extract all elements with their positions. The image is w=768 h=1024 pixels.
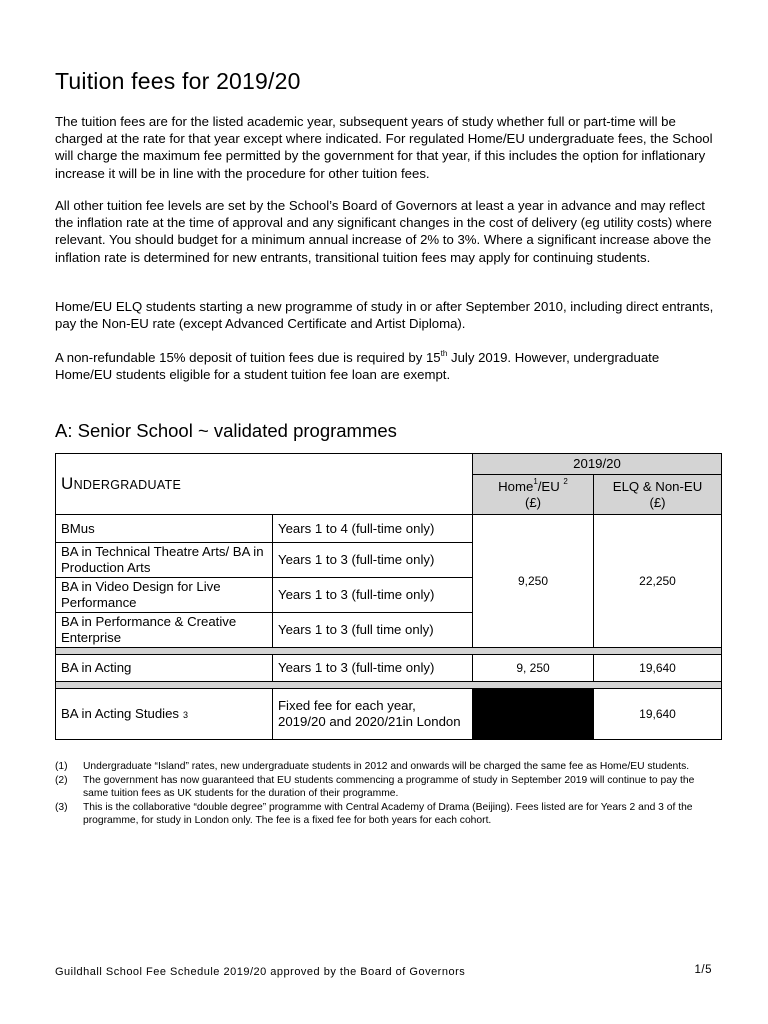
- footnote-marker: (1): [55, 761, 68, 772]
- home-eu-column-header: Home$^1$/EU $^2$ (£): [473, 475, 594, 515]
- table-row: [56, 655, 722, 682]
- programme-years: Years 1 to 3 (full-time only): [273, 543, 473, 578]
- table-row: [56, 515, 722, 543]
- footnote-text: This is the collaborative “double degree” programme with Central Academy of Drama (Beijing). Fees listed are for Years 2 and 3 of the programme, for study in London only. The fee is a fixed fee for both years for each cohort.: [83, 802, 693, 826]
- home-eu-fee: 9,250: [473, 515, 594, 648]
- undergraduate-header: [56, 454, 473, 515]
- fee-setting-paragraph: All other tuition fee levels are set by the School’s Board of Governors at least a year in advance and may reflect the inflation rate at the time of approval and any significant changes in the cost of delivery (eg utility costs) where relevant. You should budget for a minimum annual increase of 2% to 3%. Where a significant increase above the inflation rate is determined for new entrants, transitional tuition fees may apply for continuing students.: [55, 198, 712, 265]
- footer-text: Guildhall School Fee Schedule 2019/20 approved by the Board of Governors: [55, 966, 466, 978]
- programme-name: BMus: [56, 515, 273, 543]
- footnote: [55, 774, 721, 800]
- deposit-paragraph: [55, 349, 715, 383]
- footnote-text: Undergraduate “Island” rates, new undergraduate students in 2012 and onwards will be charged the same fee as Home/EU students.: [83, 761, 690, 772]
- footnote-marker: (2): [55, 775, 68, 786]
- elq-paragraph: Home/EU ELQ students starting a new programme of study in or after September 2010, including direct entrants, pay the Non-EU rate (except Advanced Certificate and Artist Diploma).: [55, 299, 714, 332]
- section-title: A: Senior School ~ validated programmes: [55, 420, 397, 441]
- row-separator: [56, 648, 722, 655]
- deposit-text-after: July 2019. However, undergraduate Home/EU students eligible for a student tuition fee loan are exempt.: [55, 350, 660, 383]
- footnote: [55, 760, 721, 773]
- table-row: [56, 689, 722, 740]
- row-separator: [56, 682, 722, 689]
- undergraduate-header-rest: NDERGRADUATE: [73, 477, 182, 492]
- elq-non-eu-fee: 19,640: [594, 689, 722, 740]
- footnote-marker: (3): [55, 802, 68, 813]
- page-title: Tuition fees for 2019/20: [55, 68, 301, 94]
- programme-name: BA in Acting Studies 3: [56, 689, 273, 740]
- elq-non-eu-fee: 22,250: [594, 515, 722, 648]
- deposit-date-suffix: th: [440, 348, 448, 358]
- programme-years: Years 1 to 3 (full time only): [273, 613, 473, 648]
- elq-non-eu-fee: 19,640: [594, 655, 722, 682]
- footnote-text: The government has now guaranteed that EU students commencing a programme of study in September 2019 will continue to pay the same tuition fees as UK students for the duration of their programme.: [83, 775, 695, 799]
- programme-name: BA in Performance & Creative Enterprise: [56, 613, 273, 648]
- footnote-reference: 3: [183, 709, 189, 720]
- programme-name: BA in Technical Theatre Arts/ BA in Production Arts: [56, 543, 273, 578]
- redacted-fee-cell: [473, 689, 594, 740]
- year-header: 2019/20: [473, 454, 722, 475]
- undergraduate-header-initial: U: [61, 473, 74, 493]
- deposit-text-before: A non-refundable 15% deposit of tuition fees due is required by 15: [55, 350, 441, 365]
- footnote: [55, 801, 721, 827]
- intro-paragraph: The tuition fees are for the listed academic year, subsequent years of study whether full or part-time will be charged at the rate for that year except where indicated. For regulated Home/EU undergraduate fees, the School will charge the maximum fee permitted by the government for that year, if this includes the option for inflationary increase it will be in line with the procedure for other tuition fees.: [55, 114, 713, 181]
- page-number: 1/5: [694, 964, 712, 976]
- programme-years: Years 1 to 3 (full-time only): [273, 578, 473, 613]
- programme-name: BA in Video Design for Live Performance: [56, 578, 273, 613]
- programme-name: BA in Acting: [56, 655, 273, 682]
- programme-years: Fixed fee for each year, 2019/20 and 2020/21in London: [273, 689, 473, 740]
- fee-table: [55, 453, 722, 740]
- home-eu-fee: 9, 250: [473, 655, 594, 682]
- elq-non-eu-column-header: ELQ & Non-EU (£): [594, 475, 722, 515]
- footnotes: [55, 760, 721, 828]
- programme-years: Years 1 to 3 (full-time only): [273, 655, 473, 682]
- programme-years: Years 1 to 4 (full-time only): [273, 515, 473, 543]
